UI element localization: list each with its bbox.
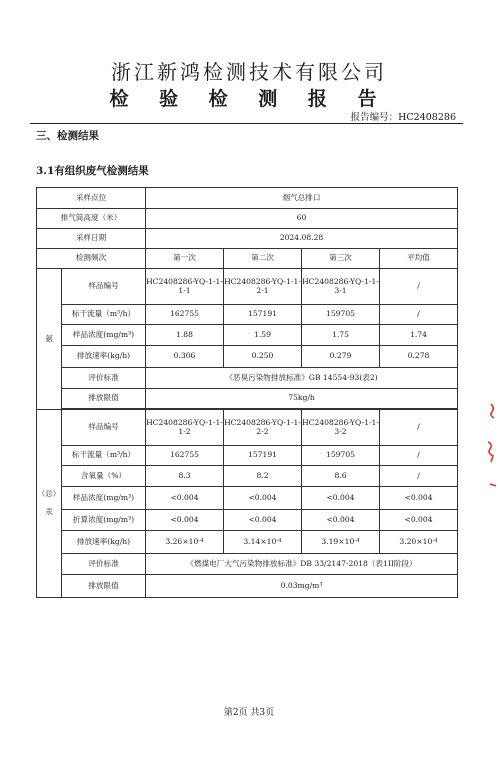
cell-value: HC2408286-YQ-1-1-3-1 — [302, 269, 380, 305]
cell-value — [224, 531, 302, 554]
page-number: 第2页 共3页 — [223, 708, 275, 718]
cell-value: <0.004 — [146, 487, 224, 510]
cell-value: 0.278 — [380, 346, 458, 368]
cell-label: 样品编号 — [62, 410, 146, 446]
cell-value: / — [380, 269, 458, 305]
cell-value: 《恶臭污染物排放标准》GB 14554-93(表2) — [146, 368, 458, 389]
cell-value: HC2408286-YQ-1-1-1-1 — [146, 269, 224, 305]
cell-value — [146, 531, 224, 554]
cell-header: 平均值 — [380, 249, 458, 269]
rate-mantissa: 3.14×10 — [243, 536, 277, 546]
table-row — [37, 487, 458, 510]
cell-value: 162755 — [146, 446, 224, 466]
cell-value: 0.03mg/m³ — [146, 575, 458, 598]
cell-value: HC2408286-YQ-1-1-1-2 — [146, 410, 224, 446]
cell-value: 1.88 — [146, 325, 224, 346]
cell-value: 0.279 — [302, 346, 380, 368]
cell-label: 样品编号 — [62, 269, 146, 305]
cell-value: 157191 — [224, 305, 302, 325]
rate-exponent: -4 — [432, 537, 438, 544]
cell-value: 8.3 — [146, 466, 224, 487]
table-row — [37, 510, 458, 531]
cell-value: 烟气总排口 — [146, 188, 458, 209]
table-row — [37, 531, 458, 554]
table-row — [37, 269, 458, 305]
cell-value: 162755 — [146, 305, 224, 325]
table-row — [37, 325, 458, 346]
cell-value: / — [380, 466, 458, 487]
cell-label: 排放速率(kg/h) — [62, 531, 146, 554]
cell-value: <0.004 — [146, 510, 224, 531]
cell-value: 75kg/h — [146, 389, 458, 409]
group-label-part: （总） — [37, 489, 61, 499]
cell-label: 排放速率(kg/h) — [62, 346, 146, 368]
section-title: 三、检测结果 — [36, 130, 99, 142]
rate-exponent: -4 — [354, 537, 360, 544]
cell-value: <0.004 — [224, 510, 302, 531]
cell-label: 排气筒高度（米） — [37, 209, 146, 229]
table-row — [37, 188, 458, 209]
cell-label: 标干流量（m³/h） — [62, 446, 146, 466]
cell-label: 折算浓度(mg/m³) — [62, 510, 146, 531]
table-row — [37, 229, 458, 249]
table-row — [37, 466, 458, 487]
cell-value: HC2408286-YQ-1-1-3-2 — [302, 410, 380, 446]
cell-value: HC2408286-YQ-1-1-2-1 — [224, 269, 302, 305]
table-row — [37, 554, 458, 575]
cell-label: 采样日期 — [37, 229, 146, 249]
cell-label: 排放限值 — [62, 389, 146, 409]
group-label-ammonia: 氨 — [37, 269, 62, 410]
cell-label: 样品浓度(mg/m³) — [62, 325, 146, 346]
cell-header: 第二次 — [224, 249, 302, 269]
cell-value: / — [380, 446, 458, 466]
group-label-part: 汞 — [45, 506, 53, 516]
cell-value — [380, 531, 458, 554]
cell-value: 159705 — [302, 446, 380, 466]
rate-mantissa: 3.20×10 — [399, 536, 433, 546]
cell-label: 标干流量（m³/h） — [62, 305, 146, 325]
cell-label: 检测频次 — [37, 249, 146, 269]
table-row — [37, 446, 458, 466]
table-row — [37, 389, 458, 409]
header-divider — [30, 123, 463, 124]
cell-label: 排放限值 — [62, 575, 146, 598]
cell-label: 评价标准 — [62, 368, 146, 389]
company-name: 浙江新鸿检测技术有限公司 — [111, 60, 387, 84]
table-row — [37, 209, 458, 229]
cell-value — [302, 531, 380, 554]
rate-exponent: -4 — [276, 537, 282, 544]
cell-value: / — [380, 410, 458, 446]
cell-value: 8.6 — [302, 466, 380, 487]
table-row — [37, 305, 458, 325]
cell-value: <0.004 — [224, 487, 302, 510]
rate-mantissa: 3.26×10 — [165, 536, 199, 546]
cell-value: <0.004 — [302, 487, 380, 510]
cell-value: / — [380, 305, 458, 325]
cell-label: 含氧量（%） — [62, 466, 146, 487]
cell-header: 第一次 — [146, 249, 224, 269]
cell-value: 2024.08.28 — [146, 229, 458, 249]
cell-value: 1.74 — [380, 325, 458, 346]
rate-mantissa: 3.19×10 — [321, 536, 355, 546]
rate-exponent: -4 — [198, 537, 204, 544]
table-row — [37, 410, 458, 446]
subsection-title: 3.1有组织废气检测结果 — [36, 165, 149, 177]
cell-value: 0.306 — [146, 346, 224, 368]
cell-value: <0.004 — [302, 510, 380, 531]
cell-label: 样品浓度(mg/m³) — [62, 487, 146, 510]
cell-value: <0.004 — [380, 487, 458, 510]
cell-value: 《燃煤电厂大气污染物排放标准》DB 33/2147-2018（表1II阶段） — [146, 554, 458, 575]
cell-label: 采样点位 — [37, 188, 146, 209]
table-row — [37, 368, 458, 389]
cell-value: <0.004 — [380, 510, 458, 531]
report-number: 报告编号：HC2408286 — [350, 112, 456, 123]
cell-header: 第三次 — [302, 249, 380, 269]
group-label-mercury — [37, 410, 62, 598]
cell-value: 1.59 — [224, 325, 302, 346]
cell-value: 157191 — [224, 446, 302, 466]
cell-value: 8.2 — [224, 466, 302, 487]
cell-value: 1.75 — [302, 325, 380, 346]
table-row — [37, 346, 458, 368]
cell-value: 60 — [146, 209, 458, 229]
table-row — [37, 575, 458, 598]
cell-value: HC2408286-YQ-1-1-2-2 — [224, 410, 302, 446]
results-table — [36, 187, 458, 598]
table-row — [37, 249, 458, 269]
cell-label: 评价标准 — [62, 554, 146, 575]
seal-stamp-edge — [482, 398, 498, 498]
document-title: 检 验 检 测 报 告 — [109, 88, 389, 110]
cell-value: 159705 — [302, 305, 380, 325]
cell-value: 0.250 — [224, 346, 302, 368]
